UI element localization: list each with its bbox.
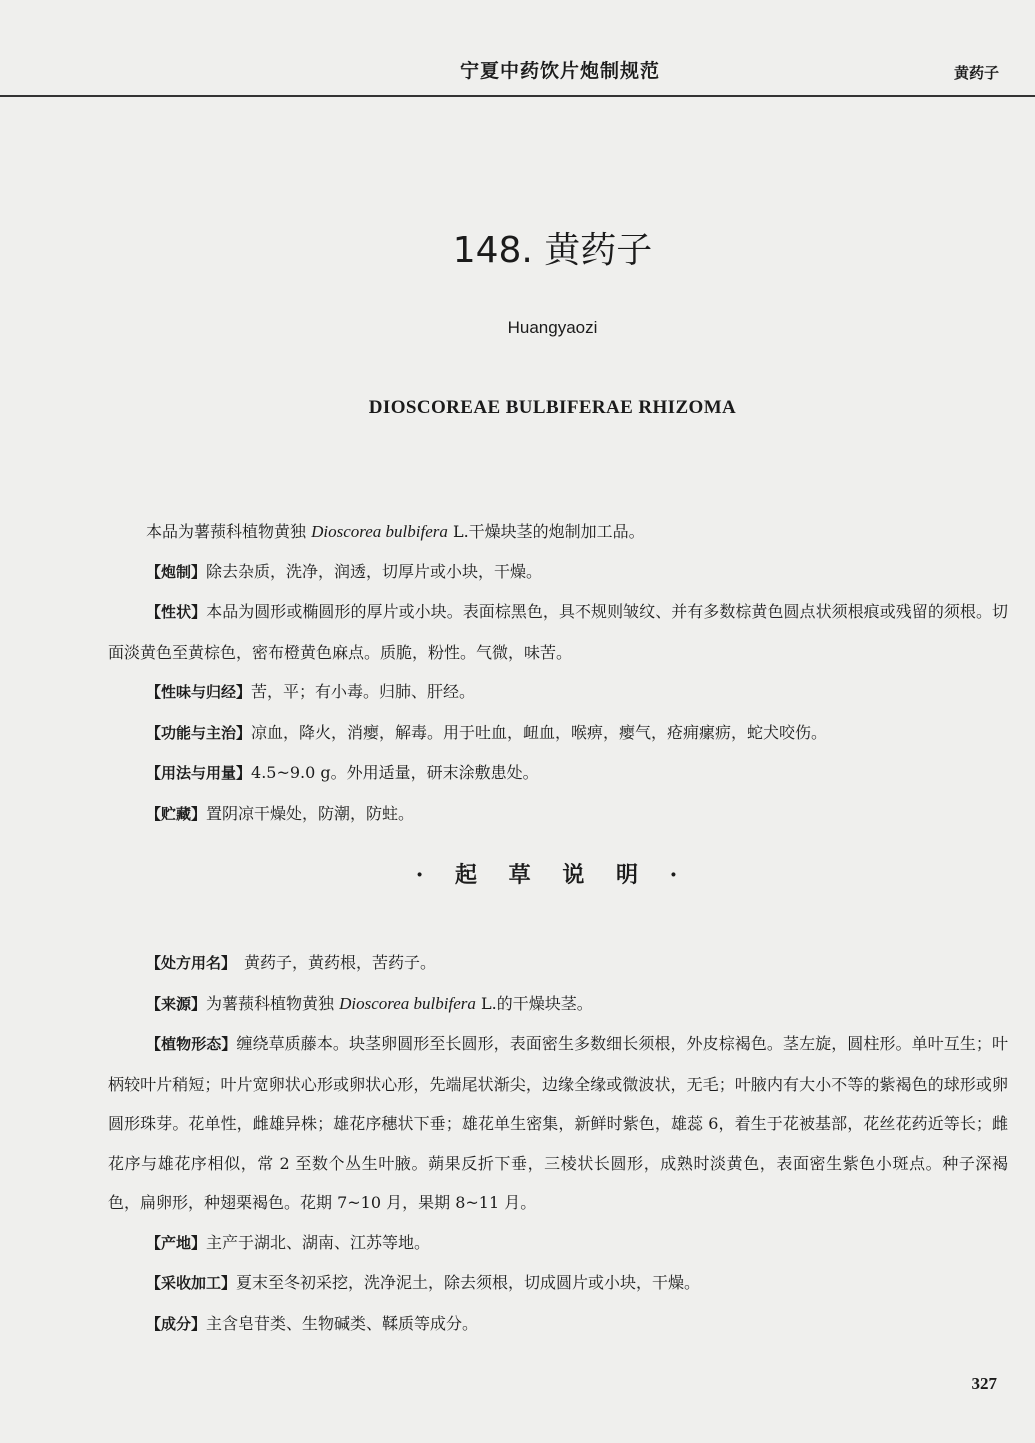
- intro-text-before: 本品为薯蓣科植物黄独: [146, 522, 312, 541]
- source-text-before: 为薯蓣科植物黄独: [206, 993, 340, 1013]
- harvest-paragraph: [108, 1263, 1008, 1304]
- dosage-text: 4.5~9.0 g。外用适量，研末涂敷患处。: [251, 763, 539, 782]
- description-label: 【性状】: [146, 603, 207, 621]
- processing-paragraph: [108, 552, 1008, 593]
- plant-morphology-label: 【植物形态】: [146, 1035, 237, 1053]
- harvest-label: 【采收加工】: [146, 1274, 237, 1292]
- nature-meridian-text: 苦，平；有小毒。归肺、肝经。: [251, 682, 476, 701]
- prescription-names-text: 黄药子，黄药根，苦药子。: [244, 953, 437, 972]
- intro-latin-binomial: Dioscorea bulbifera: [311, 522, 448, 541]
- origin-text: 主产于湖北、湖南、江苏等地。: [206, 1232, 431, 1252]
- functions-label: 【功能与主治】: [146, 723, 252, 742]
- nature-meridian-paragraph: [108, 672, 1008, 713]
- entry-pinyin: Huangyaozi: [507, 318, 598, 337]
- plant-morphology-paragraph: [108, 1024, 1008, 1223]
- source-latin-binomial: Dioscorea bulbifera: [339, 993, 476, 1013]
- entry-latin-name: DIOSCOREAE BULBIFERAE RHIZOMA: [368, 397, 737, 418]
- drafting-notes-heading: · 起 草 说 明 ·: [415, 862, 690, 888]
- entry-title: 148. 黄药子: [452, 230, 653, 271]
- functions-paragraph: [108, 713, 1008, 754]
- origin-paragraph: [108, 1223, 1008, 1264]
- processing-text: 除去杂质，洗净，润透，切厚片或小块，干燥。: [206, 561, 543, 581]
- processing-label: 【炮制】: [146, 562, 207, 581]
- monograph-section: [108, 512, 1008, 834]
- storage-label: 【贮藏】: [146, 804, 207, 823]
- source-label: 【来源】: [146, 994, 207, 1013]
- storage-paragraph: [108, 794, 1008, 835]
- prescription-names-paragraph: [108, 943, 1008, 984]
- origin-label: 【产地】: [146, 1233, 207, 1252]
- dosage-paragraph: [108, 753, 1008, 794]
- dosage-label: 【用法与用量】: [146, 764, 252, 782]
- header-rule: [0, 95, 1035, 97]
- description-text: 本品为圆形或椭圆形的厚片或小块。表面棕黑色，具不规则皱纹、并有多数棕黄色圆点状须根痕或残留的须根。切面淡黄色至黄棕色，密布橙黄色麻点。质脆，粉性。气微，味苦。: [108, 602, 1008, 662]
- description-paragraph: [108, 592, 1008, 672]
- source-paragraph: [108, 984, 1008, 1025]
- running-title: 宁夏中药饮片炮制规范: [459, 60, 660, 82]
- running-entry-name: 黄药子: [953, 64, 999, 82]
- functions-text: 凉血，降火，消瘿，解毒。用于吐血，衄血，喉痹，瘿气，疮痈瘰疬，蛇犬咬伤。: [251, 722, 828, 742]
- intro-text-after: L.干燥块茎的炮制加工品。: [447, 522, 645, 541]
- drafting-notes-section: [108, 943, 1008, 1344]
- constituents-label: 【成分】: [146, 1314, 207, 1333]
- constituents-paragraph: [108, 1304, 1008, 1345]
- plant-morphology-text: 缠绕草质藤本。块茎卵圆形至长圆形，表面密生多数细长须根，外皮棕褐色。茎左旋，圆柱形。单叶互生；叶柄较叶片稍短；叶片宽卵状心形或卵状心形，先端尾状渐尖，边缘全缘或微波状，无毛；叶腋内有大小不等的紫褐色的球形或卵圆形珠芽。花单性，雌雄异株；雄花序穗状下垂；雄花单生密集，新鲜时紫色，雄蕊 6，着生于花被基部，花丝花药近等长；雌花序与雄花序相似，常 2 至数个丛生叶腋。蒴果反折下垂，三棱状长圆形，成熟时淡黄色，表面密生紫色小斑点。种子深褐色，扁卵形，种翅栗褐色。花期 7~10 月，果期 8~11 月。: [108, 1034, 1008, 1212]
- harvest-text: 夏末至冬初采挖，洗净泥土，除去须根，切成圆片或小块，干燥。: [236, 1273, 701, 1292]
- prescription-names-label: 【处方用名】: [146, 954, 237, 972]
- constituents-text: 主含皂苷类、生物碱类、鞣质等成分。: [206, 1313, 479, 1333]
- source-text-after: L.的干燥块茎。: [475, 993, 593, 1013]
- storage-text: 置阴凉干燥处，防潮，防蛀。: [206, 803, 415, 823]
- intro-paragraph: [108, 512, 1008, 552]
- page-number: 327: [971, 1374, 997, 1393]
- nature-meridian-label: 【性味与归经】: [146, 683, 252, 701]
